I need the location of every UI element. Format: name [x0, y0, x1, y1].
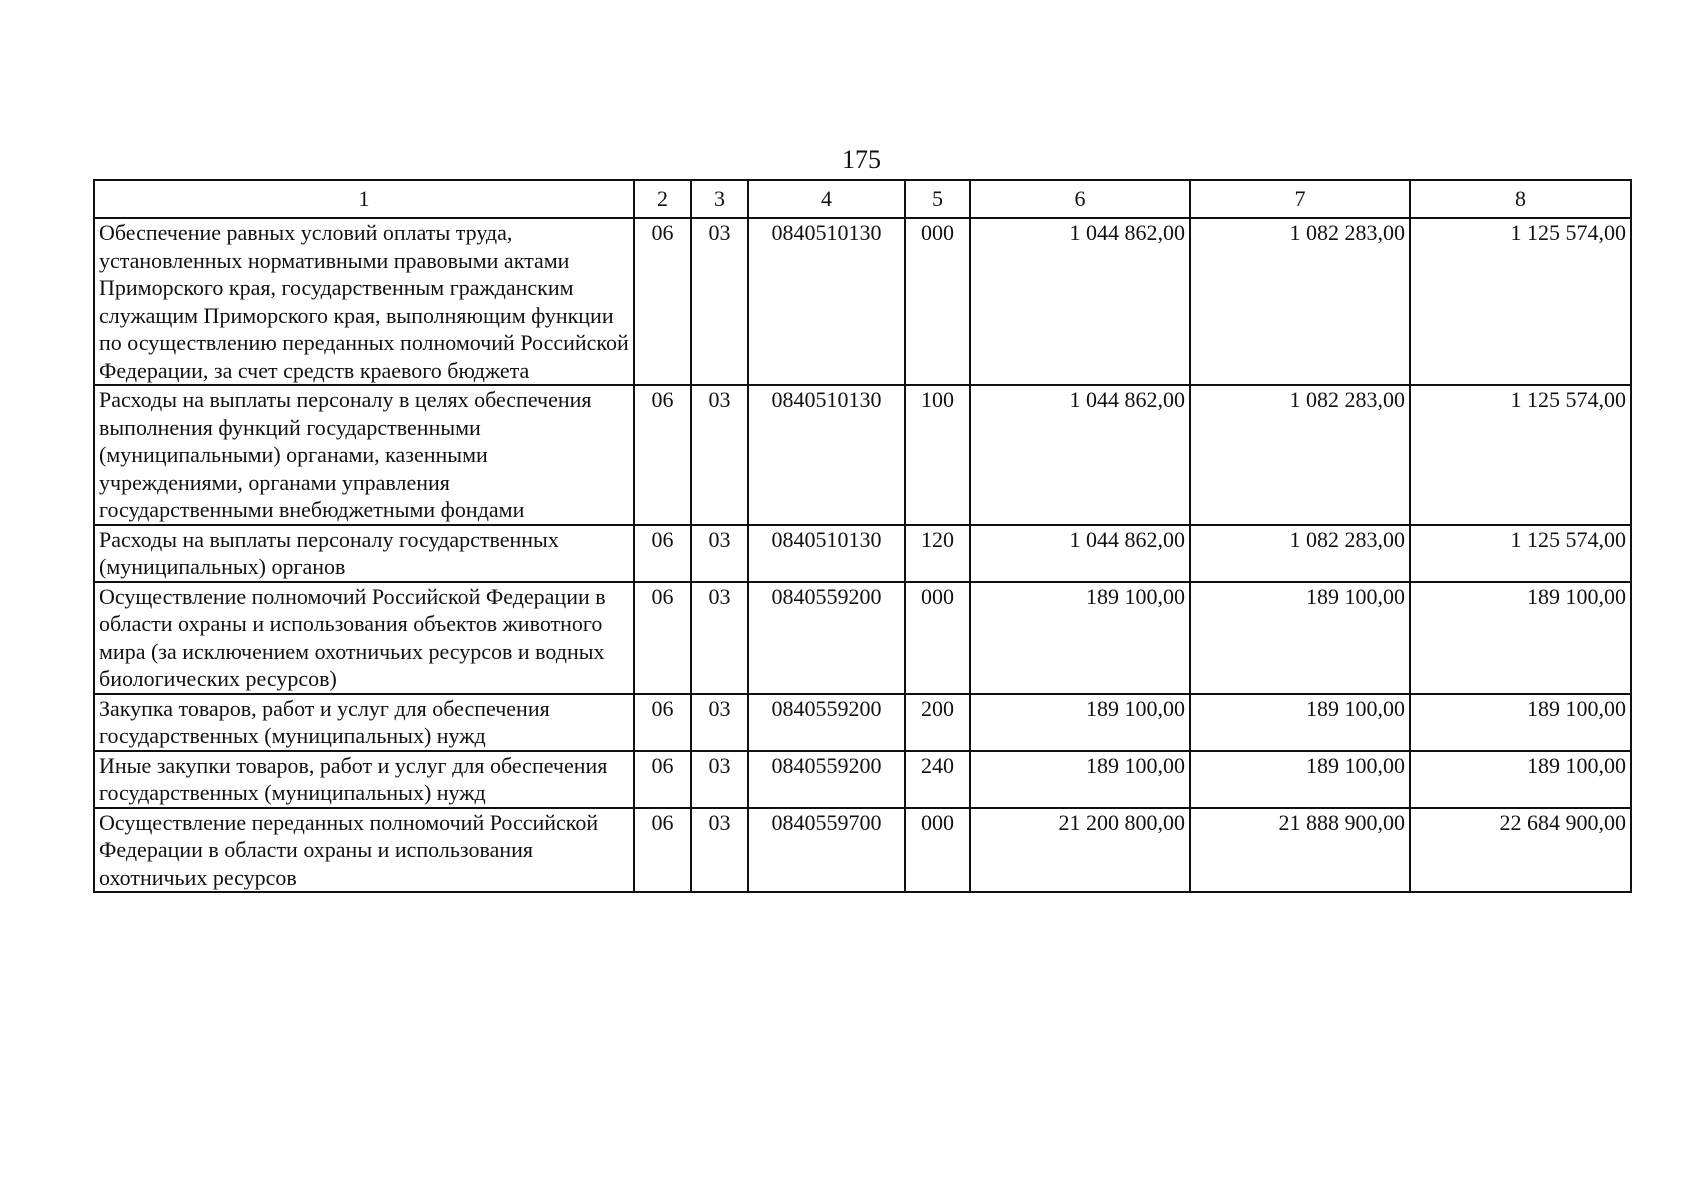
column-header-6: 6	[970, 180, 1190, 218]
amount-col-8: 189 100,00	[1410, 582, 1631, 694]
subsection-code: 03	[691, 694, 748, 751]
section-code: 06	[634, 694, 691, 751]
amount-col-7: 1 082 283,00	[1190, 385, 1410, 525]
expense-name: Осуществление полномочий Российской Федерации в области охраны и использования объектов животного мира (за исключением охотничьих ресурсов и водных биологических ресурсов)	[94, 582, 634, 694]
expense-type-code: 100	[905, 385, 970, 525]
amount-col-7: 189 100,00	[1190, 751, 1410, 808]
amount-col-8: 22 684 900,00	[1410, 808, 1631, 893]
target-article-code: 0840559200	[748, 751, 905, 808]
amount-col-6: 189 100,00	[970, 694, 1190, 751]
table-row	[94, 808, 1631, 893]
section-code: 06	[634, 808, 691, 893]
expense-name: Осуществление переданных полномочий Российской Федерации в области охраны и использования охотничьих ресурсов	[94, 808, 634, 893]
header-row	[94, 180, 1631, 218]
table-row	[94, 582, 1631, 694]
table-row	[94, 218, 1631, 385]
subsection-code: 03	[691, 808, 748, 893]
expense-name: Расходы на выплаты персоналу в целях обеспечения выполнения функций государственными (муниципальными) органами, казенными учреждениями, органами управления государственными внебюджетными фондами	[94, 385, 634, 525]
column-header-2: 2	[634, 180, 691, 218]
column-header-5: 5	[905, 180, 970, 218]
section-code: 06	[634, 751, 691, 808]
amount-col-8: 189 100,00	[1410, 694, 1631, 751]
budget-table	[93, 179, 1632, 893]
expense-type-code: 000	[905, 582, 970, 694]
column-header-8: 8	[1410, 180, 1631, 218]
target-article-code: 0840510130	[748, 218, 905, 385]
expense-type-code: 200	[905, 694, 970, 751]
amount-col-6: 21 200 800,00	[970, 808, 1190, 893]
target-article-code: 0840559700	[748, 808, 905, 893]
expense-name: Закупка товаров, работ и услуг для обеспечения государственных (муниципальных) нужд	[94, 694, 634, 751]
column-header-7: 7	[1190, 180, 1410, 218]
amount-col-7: 21 888 900,00	[1190, 808, 1410, 893]
section-code: 06	[634, 582, 691, 694]
expense-type-code: 240	[905, 751, 970, 808]
section-code: 06	[634, 525, 691, 582]
amount-col-6: 189 100,00	[970, 751, 1190, 808]
amount-col-8: 1 125 574,00	[1410, 218, 1631, 385]
expense-type-code: 000	[905, 808, 970, 893]
expense-type-code: 120	[905, 525, 970, 582]
page-number: 175	[842, 145, 881, 174]
amount-col-7: 189 100,00	[1190, 582, 1410, 694]
section-code: 06	[634, 385, 691, 525]
amount-col-6: 1 044 862,00	[970, 525, 1190, 582]
subsection-code: 03	[691, 751, 748, 808]
amount-col-8: 189 100,00	[1410, 751, 1631, 808]
subsection-code: 03	[691, 525, 748, 582]
target-article-code: 0840559200	[748, 694, 905, 751]
amount-col-6: 189 100,00	[970, 582, 1190, 694]
expense-name: Иные закупки товаров, работ и услуг для обеспечения государственных (муниципальных) нужд	[94, 751, 634, 808]
target-article-code: 0840559200	[748, 582, 905, 694]
expense-name: Расходы на выплаты персоналу государственных (муниципальных) органов	[94, 525, 634, 582]
column-header-3: 3	[691, 180, 748, 218]
target-article-code: 0840510130	[748, 385, 905, 525]
amount-col-7: 1 082 283,00	[1190, 525, 1410, 582]
amount-col-7: 189 100,00	[1190, 694, 1410, 751]
amount-col-8: 1 125 574,00	[1410, 385, 1631, 525]
subsection-code: 03	[691, 582, 748, 694]
table-row	[94, 385, 1631, 525]
section-code: 06	[634, 218, 691, 385]
column-header-1: 1	[94, 180, 634, 218]
amount-col-8: 1 125 574,00	[1410, 525, 1631, 582]
column-header-4: 4	[748, 180, 905, 218]
target-article-code: 0840510130	[748, 525, 905, 582]
expense-type-code: 000	[905, 218, 970, 385]
amount-col-6: 1 044 862,00	[970, 385, 1190, 525]
amount-col-6: 1 044 862,00	[970, 218, 1190, 385]
subsection-code: 03	[691, 385, 748, 525]
expense-name: Обеспечение равных условий оплаты труда, установленных нормативными правовыми актами Приморского края, государственным гражданским служащим Приморского края, выполняющим функции по осуществлению переданных полномочий Российской Федерации, за счет средств краевого бюджета	[94, 218, 634, 385]
amount-col-7: 1 082 283,00	[1190, 218, 1410, 385]
subsection-code: 03	[691, 218, 748, 385]
table-row	[94, 525, 1631, 582]
table-row	[94, 694, 1631, 751]
table-row	[94, 751, 1631, 808]
